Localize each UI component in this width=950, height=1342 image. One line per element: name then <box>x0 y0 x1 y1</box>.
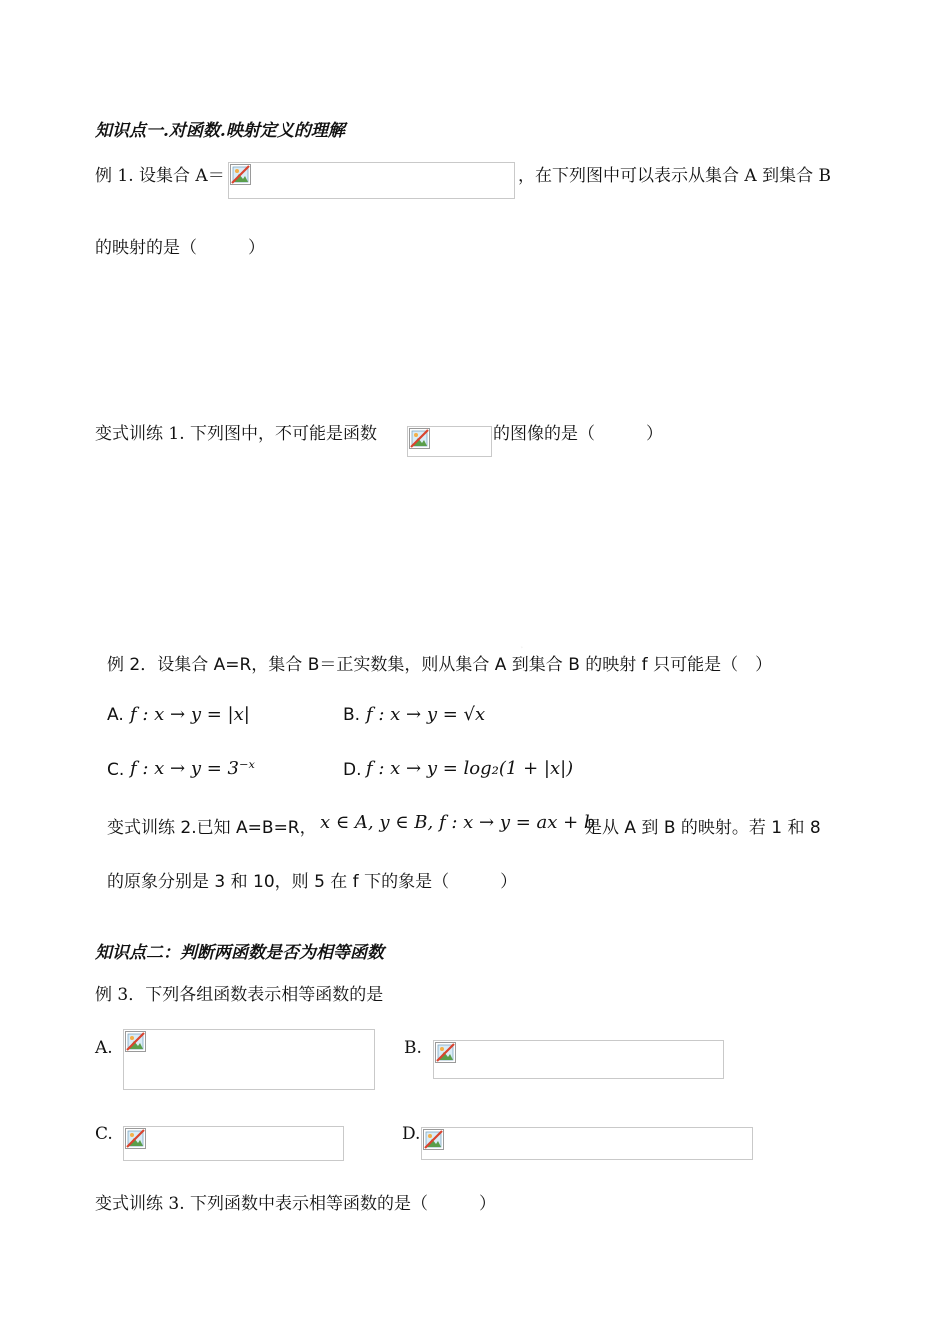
example2-question: 例 2．设集合 A=R，集合 B＝正实数集，则从集合 A 到集合 B 的映射 f 只可能是（ ） <box>107 655 773 675</box>
example1-formula-image <box>228 162 515 199</box>
example2-option-d-label: D. <box>343 760 362 780</box>
example2-option-a-formula: f : x → y = |x| <box>130 704 250 725</box>
watermark: · <box>516 639 528 657</box>
variant2-formula: x ∈ A, y ∈ B, f : x → y = ax + b <box>320 812 596 833</box>
variant2-prefix: 变式训练 2.已知 A=B=R， <box>107 818 317 838</box>
variant2-suffix: 是从 A 到 B 的映射。若 1 和 8 <box>585 818 821 838</box>
example3-option-c-label: C. <box>95 1124 113 1144</box>
example2-option-c-label: C. <box>107 760 125 780</box>
example3-option-c-image <box>123 1126 344 1161</box>
example2-option-b-label: B. <box>343 705 361 725</box>
example2-option-d-formula: f : x → y = log₂(1 + |x|) <box>366 758 574 779</box>
variant2-line2: 的原象分别是 3 和 10，则 5 在 f 下的象是（ ） <box>107 872 518 892</box>
section1-heading: 知识点一.对函数.映射定义的理解 <box>95 121 345 141</box>
example1-prefix: 例 1. 设集合 A＝ <box>95 166 225 186</box>
variant1-suffix: 的图像的是（ ） <box>493 424 663 444</box>
example2-option-a-label: A. <box>107 705 124 725</box>
example3-option-d-label: D. <box>402 1124 421 1144</box>
broken-image-icon <box>125 1128 146 1149</box>
example3-option-a-label: A. <box>95 1038 113 1058</box>
example1-suffix: ，在下列图中可以表示从集合 A 到集合 B <box>518 166 831 186</box>
example3-option-b-image <box>433 1040 724 1079</box>
variant1-formula-image <box>407 426 492 457</box>
example3-option-b-label: B. <box>404 1038 422 1058</box>
broken-image-icon <box>435 1042 456 1063</box>
variant3-question: 变式训练 3. 下列函数中表示相等函数的是（ ） <box>95 1194 497 1214</box>
example3-option-d-image <box>421 1127 753 1160</box>
section2-heading: 知识点二：判断两函数是否为相等函数 <box>95 943 384 963</box>
variant1-prefix: 变式训练 1. 下列图中，不可能是函数 <box>95 424 378 444</box>
example3-question: 例 3．下列各组函数表示相等函数的是 <box>95 985 384 1005</box>
broken-image-icon <box>423 1129 444 1150</box>
example2-option-b-formula: f : x → y = √x <box>366 704 486 725</box>
example2-option-c-formula: f : x → y = 3⁻ˣ <box>130 758 255 779</box>
broken-image-icon <box>409 428 430 449</box>
broken-image-icon <box>230 164 251 185</box>
broken-image-icon <box>125 1031 146 1052</box>
example3-option-a-image <box>123 1029 375 1090</box>
example1-line2: 的映射的是（ ） <box>95 238 265 258</box>
